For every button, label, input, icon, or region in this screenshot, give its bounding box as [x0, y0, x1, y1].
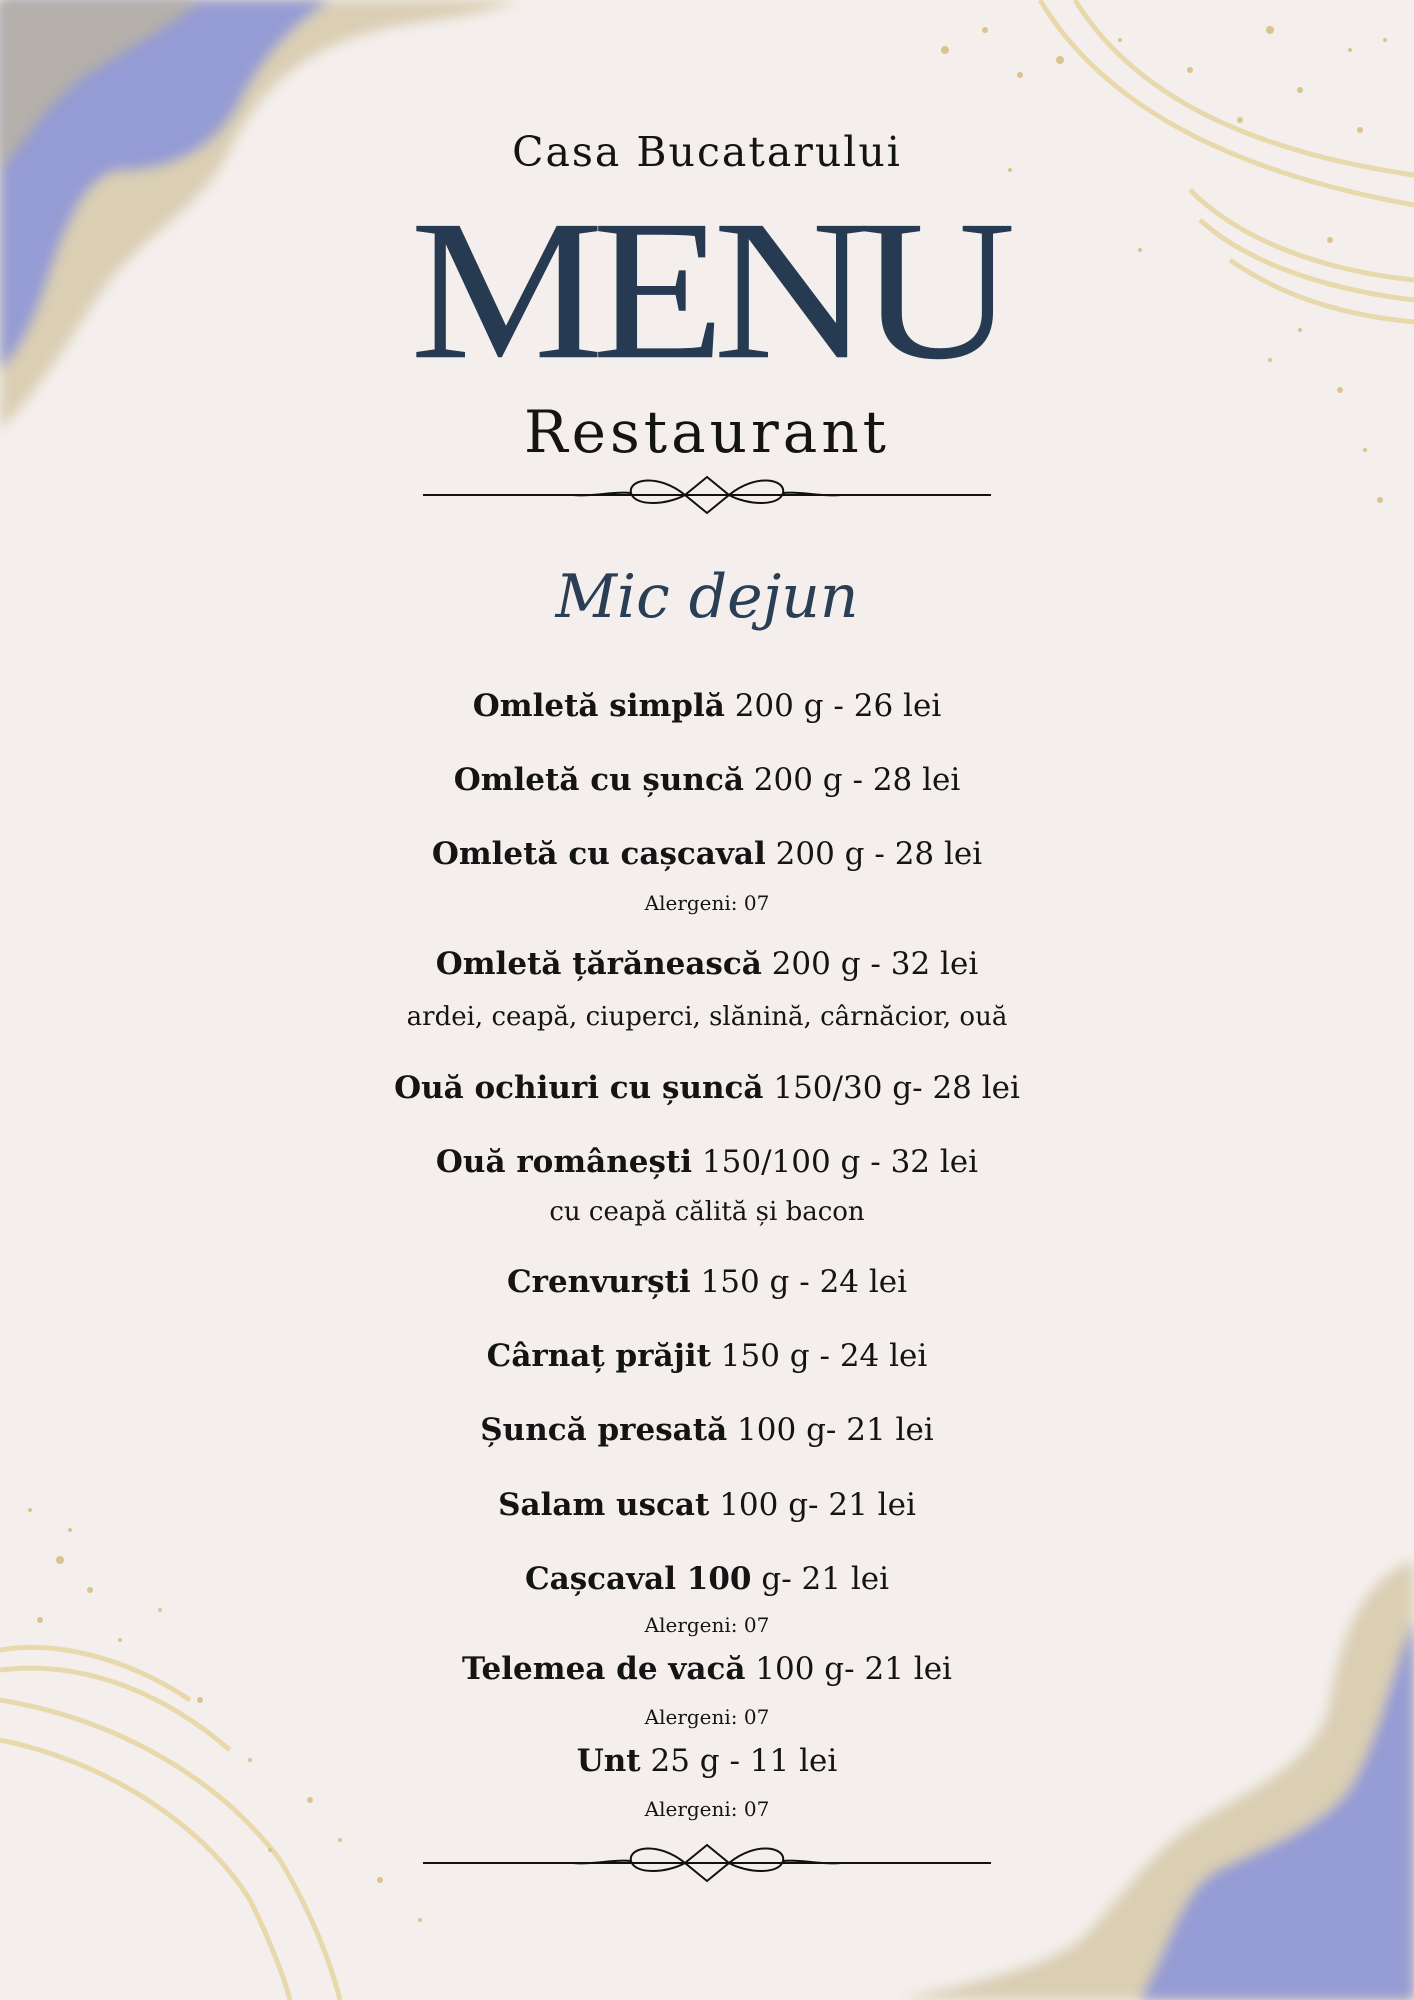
item-name: Ouă românești [435, 1144, 693, 1180]
allergen-note: Alergeni: 07 [644, 1797, 770, 1821]
item-detail: 100 g- 21 lei [755, 1651, 952, 1687]
allergen-note: Alergeni: 07 [644, 1705, 770, 1729]
item-detail: 100 g- 21 lei [737, 1412, 934, 1448]
restaurant-name: Casa Bucatarului [512, 128, 902, 176]
section-title: Mic dejun [555, 562, 859, 632]
item-name: Șuncă presată [480, 1412, 728, 1448]
bottom-left-gold-swirls [0, 1647, 340, 2000]
restaurant-subtitle: Restaurant [524, 398, 890, 466]
menu-item [0, 1262, 1414, 1302]
menu-item [0, 1142, 1414, 1182]
menu-item [0, 686, 1414, 726]
item-name: Unt [576, 1743, 641, 1779]
item-name: Ouă ochiuri cu șuncă [394, 1070, 764, 1106]
item-detail: 150/100 g - 32 lei [701, 1144, 979, 1180]
allergen-note: Alergeni: 07 [644, 891, 770, 915]
item-name: Omletă țărănească [435, 946, 762, 982]
menu-item [0, 1741, 1414, 1781]
ornamental-divider-bottom [423, 1833, 991, 1893]
item-detail: 200 g - 28 lei [753, 762, 961, 798]
item-detail: 150/30 g- 28 lei [773, 1070, 1020, 1106]
menu-item [0, 1068, 1414, 1108]
item-description: cu ceapă călită și bacon [549, 1197, 865, 1227]
item-name: Telemea de vacă [462, 1651, 746, 1687]
item-name: Omletă cu șuncă [453, 762, 744, 798]
item-name: Cârnaț prăjit [486, 1338, 711, 1374]
item-detail: 100 g- 21 lei [719, 1487, 916, 1523]
menu-item [0, 760, 1414, 800]
menu-item [0, 834, 1414, 874]
item-detail: 200 g - 28 lei [775, 836, 983, 872]
item-detail: 150 g - 24 lei [720, 1338, 928, 1374]
item-name: Salam uscat [498, 1487, 710, 1523]
item-detail: 200 g - 32 lei [771, 946, 979, 982]
item-description: ardei, ceapă, ciuperci, slănină, cârnăcior, ouă [406, 1002, 1008, 1032]
item-detail: g- 21 lei [761, 1561, 890, 1597]
ornamental-divider-top [423, 465, 991, 525]
menu-title: MENU [410, 179, 1004, 402]
item-detail: 150 g - 24 lei [700, 1264, 908, 1300]
menu-item [0, 1485, 1414, 1525]
item-name: Cașcaval 100 [524, 1561, 752, 1597]
item-detail: 25 g - 11 lei [650, 1743, 838, 1779]
menu-item [0, 1410, 1414, 1450]
item-name: Omletă simplă [472, 688, 725, 724]
item-detail: 200 g - 26 lei [734, 688, 942, 724]
menu-item [0, 944, 1414, 984]
menu-item [0, 1336, 1414, 1376]
allergen-note: Alergeni: 07 [644, 1613, 770, 1637]
item-name: Omletă cu cașcaval [431, 836, 766, 872]
menu-item [0, 1559, 1414, 1599]
item-name: Crenvurști [506, 1264, 691, 1300]
menu-item [0, 1649, 1414, 1689]
